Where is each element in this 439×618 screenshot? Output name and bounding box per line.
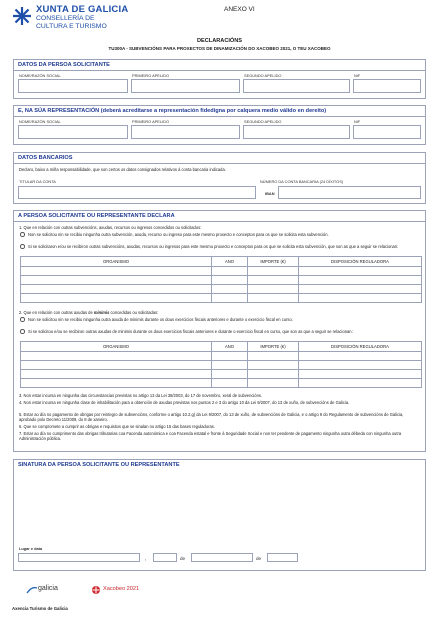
representative-name-label: NOME/RAZÓN SOCIAL (19, 119, 61, 124)
representative-section-title (14, 106, 425, 117)
logo-ministry-line1: CONSELLERÍA DE (36, 15, 95, 22)
table-row[interactable] (21, 379, 422, 388)
item2-prefix: 2. Que en relación con outras axudas de (19, 310, 94, 315)
declaration-item-3: 3. Non estar incursa en ningunha das circunstancias previstas no artigo 13 da Lei 38/2003, do 17 de novembro, xeral de subvencións. (19, 393, 263, 398)
item2-option1-text: Non se solicitou nin se recibiu ningunha outra axuda de minimis durante os dous exercicios fiscais anteriores e durante o exercicio fiscal en curso. (28, 316, 293, 322)
representative-name-field[interactable] (18, 125, 128, 139)
xacobeo-logo (91, 583, 161, 597)
bank-holder-label: TITULAR DA CONTA (19, 179, 56, 184)
applicant-section (13, 59, 426, 99)
item2-suffix: concedidas ou solicitadas: (109, 310, 159, 315)
date-de-1: de (180, 556, 186, 561)
representative-surname2-label: SEGUNDO APELIDO (244, 119, 282, 124)
place-date-label: Lugar e data (19, 546, 43, 551)
table1-header-organism: ORGANISMO (21, 257, 212, 267)
table-row[interactable] (21, 352, 422, 361)
table2-header-regulation: DISPOSICIÓN REGULADORA (299, 342, 422, 352)
item1-option1-radio[interactable] (20, 232, 25, 237)
date-de-2: de (256, 556, 262, 561)
declaration-item-2 (19, 310, 158, 315)
date-comma: , (145, 556, 147, 562)
item2-option2-radio[interactable] (20, 329, 25, 334)
item2-option2-text: Si se solicitou e/ou se recibiron outras axudas de minimis durante os dous exercicios fiscais anteriores e durante o exercicio fiscal en curso, que son as que a seguir se relacionan: (28, 328, 353, 334)
bank-account-label: NÚMERO DA CONTA BANCARIA (24 DÍXITOS) (260, 179, 344, 184)
applicant-surname2-label: SEGUNDO APELIDO (244, 73, 282, 78)
month-field[interactable] (191, 553, 253, 562)
representative-surname1-label: PRIMEIRO APELIDO (132, 119, 169, 124)
place-field[interactable] (18, 553, 140, 562)
representative-title-note: (deberá acreditarse a representación fidedigna por calquera medio válido en dereito) (100, 108, 327, 114)
signature-section-title: SINATURA DA PERSOA SOLICITANTE OU REPRESENTANTE (18, 462, 180, 468)
table1-header-amount: IMPORTE (€) (248, 257, 299, 267)
applicant-section-title: DATOS DA PERSOA SOLICITANTE (14, 60, 425, 71)
signature-section (13, 459, 426, 571)
table-row[interactable] (21, 361, 422, 370)
item1-option2-radio[interactable] (20, 244, 25, 249)
galicia-logo (26, 583, 86, 597)
bank-declaration: Declaro, baixo a miña responsabilidade, que son certos os datos consignados relativos á conta bancaria indicada. (19, 167, 226, 172)
item1-option1-text: Non se solicitou nin se recibiu ningunha outra subvención, axuda, recurso ou ingreso para este mesmo proxecto e conceptos para os que se solicita esta subvención. (28, 231, 329, 237)
table2-header-year: ANO (212, 342, 248, 352)
declaration-item-7: 7. Estar ao día no cumprimento das obrigas tributarias coa Facenda autonómica e coa Facenda estatal e fronte á Seguridade Social e non ter pendente de pagamento ningunha outra débeda con ningunha outra Administración pública. (19, 431, 402, 442)
galicia-swoosh-icon (26, 585, 38, 595)
xunta-emblem-icon (11, 5, 33, 27)
year-field[interactable] (267, 553, 298, 562)
representative-title: E, NA SÚA REPRESENTACIÓN (18, 108, 100, 114)
xacobeo-shell-icon (91, 585, 101, 595)
declaration-item-4: 4. Non estar incursa en ningunha clase de inhabilitación para a obtención de axudas previstas nos puntos 2 e 3 do artigo 10 da Lei 9/2007, do 13 de xuño, de subvencións de Galicia. (19, 400, 350, 405)
representative-section (13, 105, 426, 145)
document-title: DECLARACIÓNS (196, 38, 243, 44)
table1-header-regulation: DISPOSICIÓN REGULADORA (299, 257, 422, 267)
day-field[interactable] (153, 553, 177, 562)
bank-section-title: DATOS BANCARIOS (14, 153, 425, 164)
bank-holder-field[interactable] (18, 186, 256, 199)
table-row[interactable] (21, 267, 422, 276)
previous-aids-table (20, 256, 422, 303)
declaration-item-6: 6. Que se compromete a cumprir as obrigas e requisitos que se sinalan no artigo 15 das bases reguladoras. (19, 424, 215, 429)
table-row[interactable] (21, 276, 422, 285)
annex-label: ANEXO VI (224, 6, 255, 13)
document-subtitle: TU300A - SUBVENCIÓNS PARA PROXECTOS DE DINAMIZACIÓN DO XACOBEO 2021, O TEU XACOBEO (108, 45, 331, 51)
agency-footer: Axencia Turismo de Galicia (12, 606, 68, 611)
bank-iban-field[interactable] (278, 186, 421, 199)
item1-option2-text: Si se solicitaron e/ou se recibiron outras subvencións, axudas, recursos ou ingresos para este mesmo proxecto e conceptos para os que se solicita esta subvención, que son as que a seguir se relacionan: (28, 243, 399, 249)
representative-nif-label: NIF (354, 119, 361, 124)
declaration-item-1: 1. Que en relación con outras subvencións, axudas, recursos ou ingresos concedidos ou solicitados: (19, 225, 202, 230)
table-row[interactable] (21, 285, 422, 294)
declaration-section (13, 210, 426, 452)
applicant-surname1-label: PRIMEIRO APELIDO (132, 73, 169, 78)
table2-header-organism: ORGANISMO (21, 342, 212, 352)
declaration-item-5: 5. Estar ao día no pagamento de obrigas por reintegro de subvencións, conforme o artigo 10.2.g) da Lei 9/2007, do 13 de xuño, de subvencións de Galicia, e o artigo 9 do Regulamento de subvencións de Galicia, aprobado polo Decreto 11/2009, do 8 de xaneiro. (19, 412, 404, 423)
xunta-logo (11, 3, 141, 31)
representative-surname2-field[interactable] (243, 125, 350, 139)
item2-minimis: minimis (93, 310, 110, 315)
logo-ministry-line2: CULTURA E TURISMO (36, 22, 107, 30)
representative-nif-field[interactable] (353, 125, 421, 139)
table1-header-year: ANO (212, 257, 248, 267)
item2-option1-radio[interactable] (20, 317, 25, 322)
bank-section (13, 152, 426, 204)
table2-header-amount: IMPORTE (€) (248, 342, 299, 352)
applicant-nif-field[interactable] (353, 79, 421, 93)
galicia-logo-text: galicia (38, 585, 58, 592)
applicant-nif-label: NIF (354, 73, 361, 78)
declaration-section-title: A PERSOA SOLICITANTE OU REPRESENTANTE DECLARA (14, 211, 425, 222)
minimis-aids-table (20, 341, 422, 388)
applicant-surname2-field[interactable] (243, 79, 350, 93)
representative-surname1-field[interactable] (131, 125, 240, 139)
xacobeo-logo-text: Xacobeo 2021 (103, 586, 140, 592)
bank-iban-label: IBAN (265, 191, 275, 196)
applicant-name-field[interactable] (18, 79, 128, 93)
logo-title: XUNTA DE GALICIA (36, 4, 129, 15)
table-row[interactable] (21, 294, 422, 303)
table-row[interactable] (21, 370, 422, 379)
applicant-name-label: NOME/RAZÓN SOCIAL (19, 73, 61, 78)
applicant-surname1-field[interactable] (131, 79, 240, 93)
